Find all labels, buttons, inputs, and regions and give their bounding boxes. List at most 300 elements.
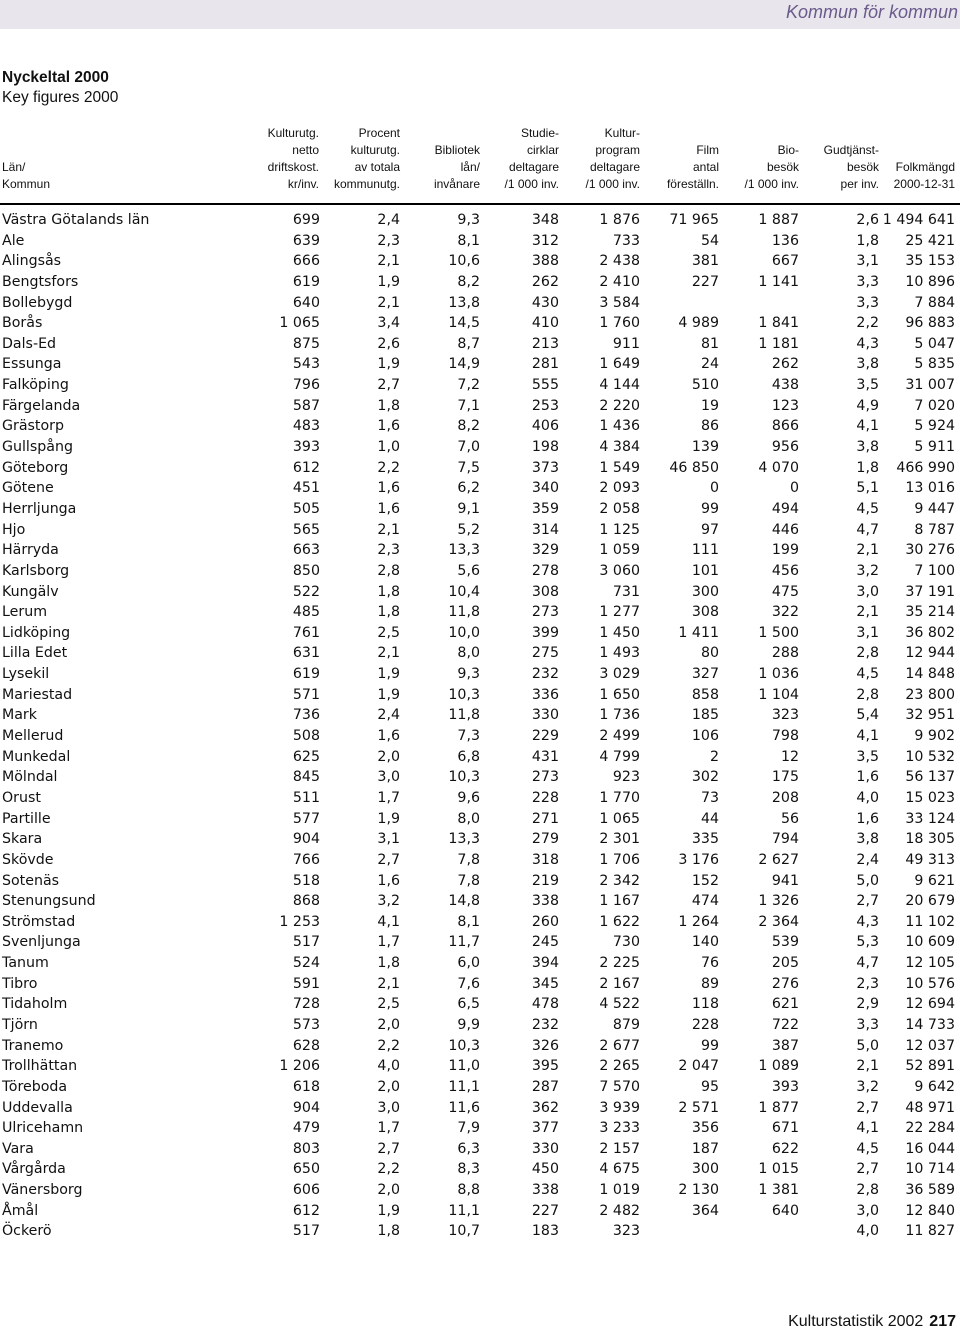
cell-bibliotek: 8,7	[457, 335, 480, 352]
cell-kulturutg: 451	[292, 480, 320, 497]
cell-gudtjanst: 4,3	[856, 913, 879, 930]
cell-kulturutg: 639	[292, 232, 320, 249]
table-row	[0, 478, 960, 499]
table-row	[0, 313, 960, 334]
cell-procent: 2,4	[377, 212, 400, 228]
cell-folkmangd: 31 007	[905, 377, 955, 394]
municipality-name: Tidaholm	[2, 996, 68, 1013]
cell-kulturutg: 904	[292, 831, 320, 848]
cell-gudtjanst: 2,2	[856, 315, 879, 332]
cell-kultur: 2 220	[599, 397, 640, 414]
column-header-line: föreställn.	[666, 177, 719, 191]
table-row	[0, 1015, 960, 1036]
cell-folkmangd: 36 802	[905, 624, 955, 641]
column-header-line: antal	[692, 160, 719, 174]
cell-procent: 2,2	[377, 1037, 400, 1054]
cell-folkmangd: 7 100	[914, 562, 955, 579]
table-row	[0, 643, 960, 664]
cell-folkmangd: 10 532	[905, 748, 955, 765]
table-row	[0, 437, 960, 458]
table-row	[0, 540, 960, 561]
title-block	[2, 68, 118, 108]
cell-folkmangd: 1 494 641	[882, 212, 955, 228]
cell-folkmangd: 10 714	[905, 1161, 955, 1178]
cell-bibliotek: 10,7	[448, 1223, 480, 1240]
cell-kulturutg: 1 206	[279, 1058, 320, 1075]
cell-procent: 2,5	[377, 624, 400, 641]
cell-kultur: 2 499	[599, 728, 640, 745]
cell-bibliotek: 9,1	[457, 500, 480, 517]
cell-bibliotek: 11,1	[448, 1078, 480, 1095]
cell-bibliotek: 10,3	[448, 769, 480, 786]
cell-kultur: 730	[612, 934, 640, 951]
cell-kulturutg: 850	[292, 562, 320, 579]
cell-bibliotek: 7,3	[457, 728, 480, 745]
municipality-name: Tibro	[2, 975, 38, 992]
cell-gudtjanst: 1,8	[856, 459, 879, 476]
municipality-name: Vänersborg	[2, 1182, 83, 1199]
table-row	[0, 1036, 960, 1057]
cell-film: 46 850	[669, 459, 719, 476]
table-row	[0, 1118, 960, 1139]
cell-procent: 1,6	[377, 418, 400, 435]
cell-bibliotek: 8,0	[457, 645, 480, 662]
cell-folkmangd: 12 840	[905, 1202, 955, 1219]
table-row	[0, 458, 960, 479]
cell-film: 474	[691, 893, 719, 910]
cell-studie: 271	[531, 810, 559, 827]
cell-gudtjanst: 4,0	[856, 789, 879, 806]
cell-kulturutg: 508	[292, 728, 320, 745]
cell-studie: 229	[531, 728, 559, 745]
cell-procent: 1,8	[377, 955, 400, 972]
cell-procent: 3,0	[377, 1099, 400, 1116]
cell-studie: 362	[531, 1099, 559, 1116]
column-header-line: av totala	[354, 160, 400, 174]
cell-kulturutg: 868	[292, 893, 320, 910]
municipality-name: Gullspång	[2, 439, 73, 456]
cell-gudtjanst: 2,1	[856, 542, 879, 559]
cell-bibliotek: 7,5	[457, 459, 480, 476]
cell-studie: 228	[531, 789, 559, 806]
cell-gudtjanst: 2,6	[856, 212, 879, 228]
table-row	[0, 375, 960, 396]
column-header-line: cirklar	[527, 143, 559, 157]
cell-kulturutg: 483	[292, 418, 320, 435]
cell-kultur: 4 384	[599, 439, 640, 456]
municipality-name: Orust	[2, 789, 41, 806]
cell-folkmangd: 56 137	[905, 769, 955, 786]
cell-kultur: 1 706	[599, 851, 640, 868]
cell-bio: 2 364	[758, 913, 799, 930]
cell-kulturutg: 571	[292, 686, 320, 703]
cell-kultur: 2 438	[599, 253, 640, 270]
cell-studie: 388	[531, 253, 559, 270]
key-figures-table	[0, 210, 960, 1242]
cell-kulturutg: 625	[292, 748, 320, 765]
cell-kultur: 3 939	[599, 1099, 640, 1116]
cell-bio: 56	[780, 810, 799, 827]
cell-folkmangd: 12 944	[905, 645, 955, 662]
table-row	[0, 788, 960, 809]
cell-kultur: 1 736	[599, 707, 640, 724]
cell-kultur: 2 058	[599, 500, 640, 517]
cell-procent: 3,1	[377, 831, 400, 848]
cell-procent: 1,9	[377, 686, 400, 703]
table-header	[0, 125, 960, 195]
cell-kultur: 1 167	[599, 893, 640, 910]
cell-kulturutg: 587	[292, 397, 320, 414]
table-row	[0, 871, 960, 892]
cell-bibliotek: 11,0	[448, 1058, 480, 1075]
cell-gudtjanst: 2,8	[856, 645, 879, 662]
cell-studie: 183	[531, 1223, 559, 1240]
cell-kultur: 1 277	[599, 604, 640, 621]
cell-bibliotek: 9,9	[457, 1016, 480, 1033]
cell-bibliotek: 6,8	[457, 748, 480, 765]
cell-procent: 2,2	[377, 459, 400, 476]
cell-film: 2 130	[678, 1182, 719, 1199]
column-header-line: /1 000 inv.	[504, 177, 559, 191]
cell-gudtjanst: 3,8	[856, 831, 879, 848]
cell-procent: 2,0	[377, 1016, 400, 1033]
cell-film: 185	[691, 707, 719, 724]
cell-kulturutg: 505	[292, 500, 320, 517]
cell-bibliotek: 11,1	[448, 1202, 480, 1219]
column-header-line: Kultur-	[604, 126, 640, 140]
table-row	[0, 1139, 960, 1160]
cell-bio: 1 181	[758, 335, 799, 352]
municipality-name: Töreboda	[2, 1078, 68, 1095]
cell-gudtjanst: 3,5	[856, 377, 879, 394]
cell-bio: 456	[771, 562, 799, 579]
table-row	[0, 602, 960, 623]
cell-folkmangd: 96 883	[905, 315, 955, 332]
cell-gudtjanst: 3,3	[856, 273, 879, 290]
cell-folkmangd: 15 023	[905, 789, 955, 806]
table-row	[0, 664, 960, 685]
cell-gudtjanst: 4,3	[856, 335, 879, 352]
cell-procent: 3,4	[377, 315, 400, 332]
cell-bibliotek: 7,6	[457, 975, 480, 992]
cell-procent: 2,0	[377, 748, 400, 765]
column-header-line: kulturutg.	[350, 143, 400, 157]
cell-film: 44	[700, 810, 719, 827]
cell-folkmangd: 35 214	[905, 604, 955, 621]
cell-bibliotek: 8,3	[457, 1161, 480, 1178]
cell-folkmangd: 9 642	[914, 1078, 955, 1095]
column-header-line: Kommun	[2, 177, 51, 191]
cell-folkmangd: 10 896	[905, 273, 955, 290]
cell-studie: 336	[531, 686, 559, 703]
cell-procent: 2,1	[377, 975, 400, 992]
cell-film: 308	[691, 604, 719, 621]
municipality-name: Götene	[2, 480, 54, 497]
cell-bio: 794	[771, 831, 799, 848]
cell-bibliotek: 11,6	[448, 1099, 480, 1116]
municipality-name: Mölndal	[2, 769, 58, 786]
cell-kultur: 2 093	[599, 480, 640, 497]
cell-kultur: 1 065	[599, 810, 640, 827]
cell-studie: 308	[531, 583, 559, 600]
table-row	[0, 272, 960, 293]
municipality-name: Trollhättan	[2, 1058, 78, 1075]
cell-gudtjanst: 4,9	[856, 397, 879, 414]
cell-bibliotek: 8,8	[457, 1182, 480, 1199]
cell-film: 3 176	[678, 851, 719, 868]
municipality-name: Tjörn	[2, 1016, 38, 1033]
cell-bio: 446	[771, 521, 799, 538]
cell-folkmangd: 11 827	[905, 1223, 955, 1240]
cell-procent: 2,1	[377, 645, 400, 662]
cell-procent: 1,9	[377, 666, 400, 683]
municipality-name: Lilla Edet	[2, 645, 68, 662]
municipality-name: Strömstad	[2, 913, 76, 930]
municipality-name: Kungälv	[2, 583, 59, 600]
cell-bio: 1 015	[758, 1161, 799, 1178]
municipality-name: Vara	[2, 1140, 34, 1157]
cell-studie: 406	[531, 418, 559, 435]
table-row	[0, 251, 960, 272]
cell-film: 140	[691, 934, 719, 951]
cell-studie: 219	[531, 872, 559, 889]
cell-film: 99	[700, 1037, 719, 1054]
cell-film: 106	[691, 728, 719, 745]
cell-film: 152	[691, 872, 719, 889]
cell-film: 71 965	[669, 212, 719, 228]
municipality-name: Grästorp	[2, 418, 64, 435]
cell-kultur: 923	[612, 769, 640, 786]
table-row	[0, 705, 960, 726]
table-row	[0, 334, 960, 355]
cell-bio: 494	[771, 500, 799, 517]
cell-kulturutg: 612	[292, 459, 320, 476]
cell-gudtjanst: 4,7	[856, 521, 879, 538]
cell-studie: 345	[531, 975, 559, 992]
cell-bio: 956	[771, 439, 799, 456]
cell-kulturutg: 736	[292, 707, 320, 724]
table-row	[0, 747, 960, 768]
cell-bio: 1 877	[758, 1099, 799, 1116]
column-header-line: kommunutg.	[333, 177, 400, 191]
cell-studie: 330	[531, 707, 559, 724]
cell-film: 86	[700, 418, 719, 435]
cell-kultur: 2 225	[599, 955, 640, 972]
table-row	[0, 912, 960, 933]
cell-bibliotek: 14,8	[448, 893, 480, 910]
cell-kulturutg: 728	[292, 996, 320, 1013]
cell-folkmangd: 37 191	[905, 583, 955, 600]
cell-kulturutg: 650	[292, 1161, 320, 1178]
cell-studie: 287	[531, 1078, 559, 1095]
cell-film: 1 411	[678, 624, 719, 641]
cell-studie: 232	[531, 666, 559, 683]
table-row	[0, 953, 960, 974]
cell-film: 118	[691, 996, 719, 1013]
cell-studie: 227	[531, 1202, 559, 1219]
column-header-lan	[2, 125, 122, 195]
cell-studie: 330	[531, 1140, 559, 1157]
cell-bio: 2 627	[758, 851, 799, 868]
cell-studie: 555	[531, 377, 559, 394]
cell-folkmangd: 11 102	[905, 913, 955, 930]
cell-bibliotek: 10,0	[448, 624, 480, 641]
cell-bio: 1 104	[758, 686, 799, 703]
cell-gudtjanst: 2,1	[856, 604, 879, 621]
cell-folkmangd: 12 694	[905, 996, 955, 1013]
cell-bibliotek: 6,2	[457, 480, 480, 497]
cell-kultur: 2 677	[599, 1037, 640, 1054]
cell-kulturutg: 524	[292, 955, 320, 972]
cell-gudtjanst: 4,1	[856, 728, 879, 745]
cell-studie: 279	[531, 831, 559, 848]
cell-studie: 314	[531, 521, 559, 538]
cell-film: 73	[700, 789, 719, 806]
cell-bio: 12	[780, 748, 799, 765]
cell-bio: 4 070	[758, 459, 799, 476]
cell-film: 54	[700, 232, 719, 249]
cell-gudtjanst: 2,3	[856, 975, 879, 992]
cell-procent: 2,1	[377, 521, 400, 538]
cell-folkmangd: 10 576	[905, 975, 955, 992]
cell-kulturutg: 666	[292, 253, 320, 270]
cell-studie: 394	[531, 955, 559, 972]
table-row	[0, 231, 960, 252]
municipality-name: Munkedal	[2, 748, 71, 765]
cell-studie: 340	[531, 480, 559, 497]
cell-kulturutg: 619	[292, 666, 320, 683]
cell-studie: 478	[531, 996, 559, 1013]
municipality-name: Mellerud	[2, 728, 64, 745]
cell-studie: 232	[531, 1016, 559, 1033]
cell-studie: 373	[531, 459, 559, 476]
cell-gudtjanst: 5,0	[856, 1037, 879, 1054]
cell-kulturutg: 1 065	[279, 315, 320, 332]
cell-studie: 377	[531, 1120, 559, 1137]
cell-film: 228	[691, 1016, 719, 1033]
cell-film: 99	[700, 500, 719, 517]
cell-procent: 1,7	[377, 789, 400, 806]
cell-gudtjanst: 3,3	[856, 294, 879, 311]
cell-bibliotek: 9,6	[457, 789, 480, 806]
cell-kulturutg: 761	[292, 624, 320, 641]
cell-bibliotek: 8,2	[457, 418, 480, 435]
cell-kultur: 1 019	[599, 1182, 640, 1199]
cell-kulturutg: 766	[292, 851, 320, 868]
cell-studie: 329	[531, 542, 559, 559]
cell-procent: 1,0	[377, 439, 400, 456]
cell-bibliotek: 7,9	[457, 1120, 480, 1137]
cell-bio: 722	[771, 1016, 799, 1033]
cell-gudtjanst: 5,4	[856, 707, 879, 724]
table-row	[0, 932, 960, 953]
cell-studie: 410	[531, 315, 559, 332]
cell-gudtjanst: 4,0	[856, 1223, 879, 1240]
cell-bibliotek: 7,1	[457, 397, 480, 414]
cell-gudtjanst: 2,7	[856, 1161, 879, 1178]
cell-kulturutg: 485	[292, 604, 320, 621]
cell-kulturutg: 577	[292, 810, 320, 827]
cell-procent: 1,6	[377, 872, 400, 889]
cell-film: 300	[691, 1161, 719, 1178]
table-row	[0, 1180, 960, 1201]
cell-folkmangd: 5 924	[914, 418, 955, 435]
cell-kultur: 4 675	[599, 1161, 640, 1178]
cell-bio: 622	[771, 1140, 799, 1157]
cell-bio: 136	[771, 232, 799, 249]
municipality-name: Tanum	[2, 955, 49, 972]
cell-folkmangd: 10 609	[905, 934, 955, 951]
cell-folkmangd: 466 990	[896, 459, 955, 476]
municipality-name: Essunga	[2, 356, 62, 373]
cell-kulturutg: 631	[292, 645, 320, 662]
cell-procent: 1,7	[377, 934, 400, 951]
cell-film: 335	[691, 831, 719, 848]
cell-studie: 278	[531, 562, 559, 579]
column-header-line: Studie-	[520, 126, 559, 140]
cell-kultur: 879	[612, 1016, 640, 1033]
cell-procent: 2,0	[377, 1182, 400, 1199]
cell-folkmangd: 20 679	[905, 893, 955, 910]
cell-procent: 2,4	[377, 707, 400, 724]
table-row	[0, 1201, 960, 1222]
cell-kulturutg: 618	[292, 1078, 320, 1095]
cell-film: 4 989	[678, 315, 719, 332]
cell-film: 381	[691, 253, 719, 270]
cell-studie: 338	[531, 1182, 559, 1199]
table-row	[0, 767, 960, 788]
cell-kultur: 2 157	[599, 1140, 640, 1157]
column-header-line: program	[595, 143, 640, 157]
cell-kultur: 1 876	[599, 212, 640, 228]
municipality-name: Karlsborg	[2, 562, 70, 579]
cell-folkmangd: 13 016	[905, 480, 955, 497]
column-header-line: Län/	[2, 160, 26, 174]
municipality-name: Göteborg	[2, 459, 69, 476]
cell-kulturutg: 612	[292, 1202, 320, 1219]
cell-gudtjanst: 2,1	[856, 1058, 879, 1075]
cell-folkmangd: 5 047	[914, 335, 955, 352]
table-row	[0, 582, 960, 603]
cell-studie: 260	[531, 913, 559, 930]
cell-gudtjanst: 4,5	[856, 500, 879, 517]
cell-kultur: 731	[612, 583, 640, 600]
table-row	[0, 1056, 960, 1077]
cell-studie: 281	[531, 356, 559, 373]
cell-kulturutg: 699	[292, 212, 320, 228]
cell-procent: 2,0	[377, 1078, 400, 1095]
cell-procent: 2,7	[377, 377, 400, 394]
cell-film: 101	[691, 562, 719, 579]
cell-bibliotek: 13,3	[448, 831, 480, 848]
cell-bibliotek: 8,1	[457, 913, 480, 930]
cell-procent: 1,8	[377, 583, 400, 600]
cell-bio: 276	[771, 975, 799, 992]
cell-gudtjanst: 5,1	[856, 480, 879, 497]
cell-bio: 322	[771, 604, 799, 621]
column-header-line: /1 000 inv.	[744, 177, 799, 191]
cell-kultur: 2 167	[599, 975, 640, 992]
cell-bibliotek: 10,3	[448, 1037, 480, 1054]
cell-kultur: 2 265	[599, 1058, 640, 1075]
cell-procent: 1,9	[377, 273, 400, 290]
cell-kultur: 2 482	[599, 1202, 640, 1219]
table-row	[0, 1098, 960, 1119]
cell-gudtjanst: 3,1	[856, 624, 879, 641]
cell-kultur: 1 770	[599, 789, 640, 806]
cell-folkmangd: 8 787	[914, 521, 955, 538]
cell-kultur: 323	[612, 1223, 640, 1240]
